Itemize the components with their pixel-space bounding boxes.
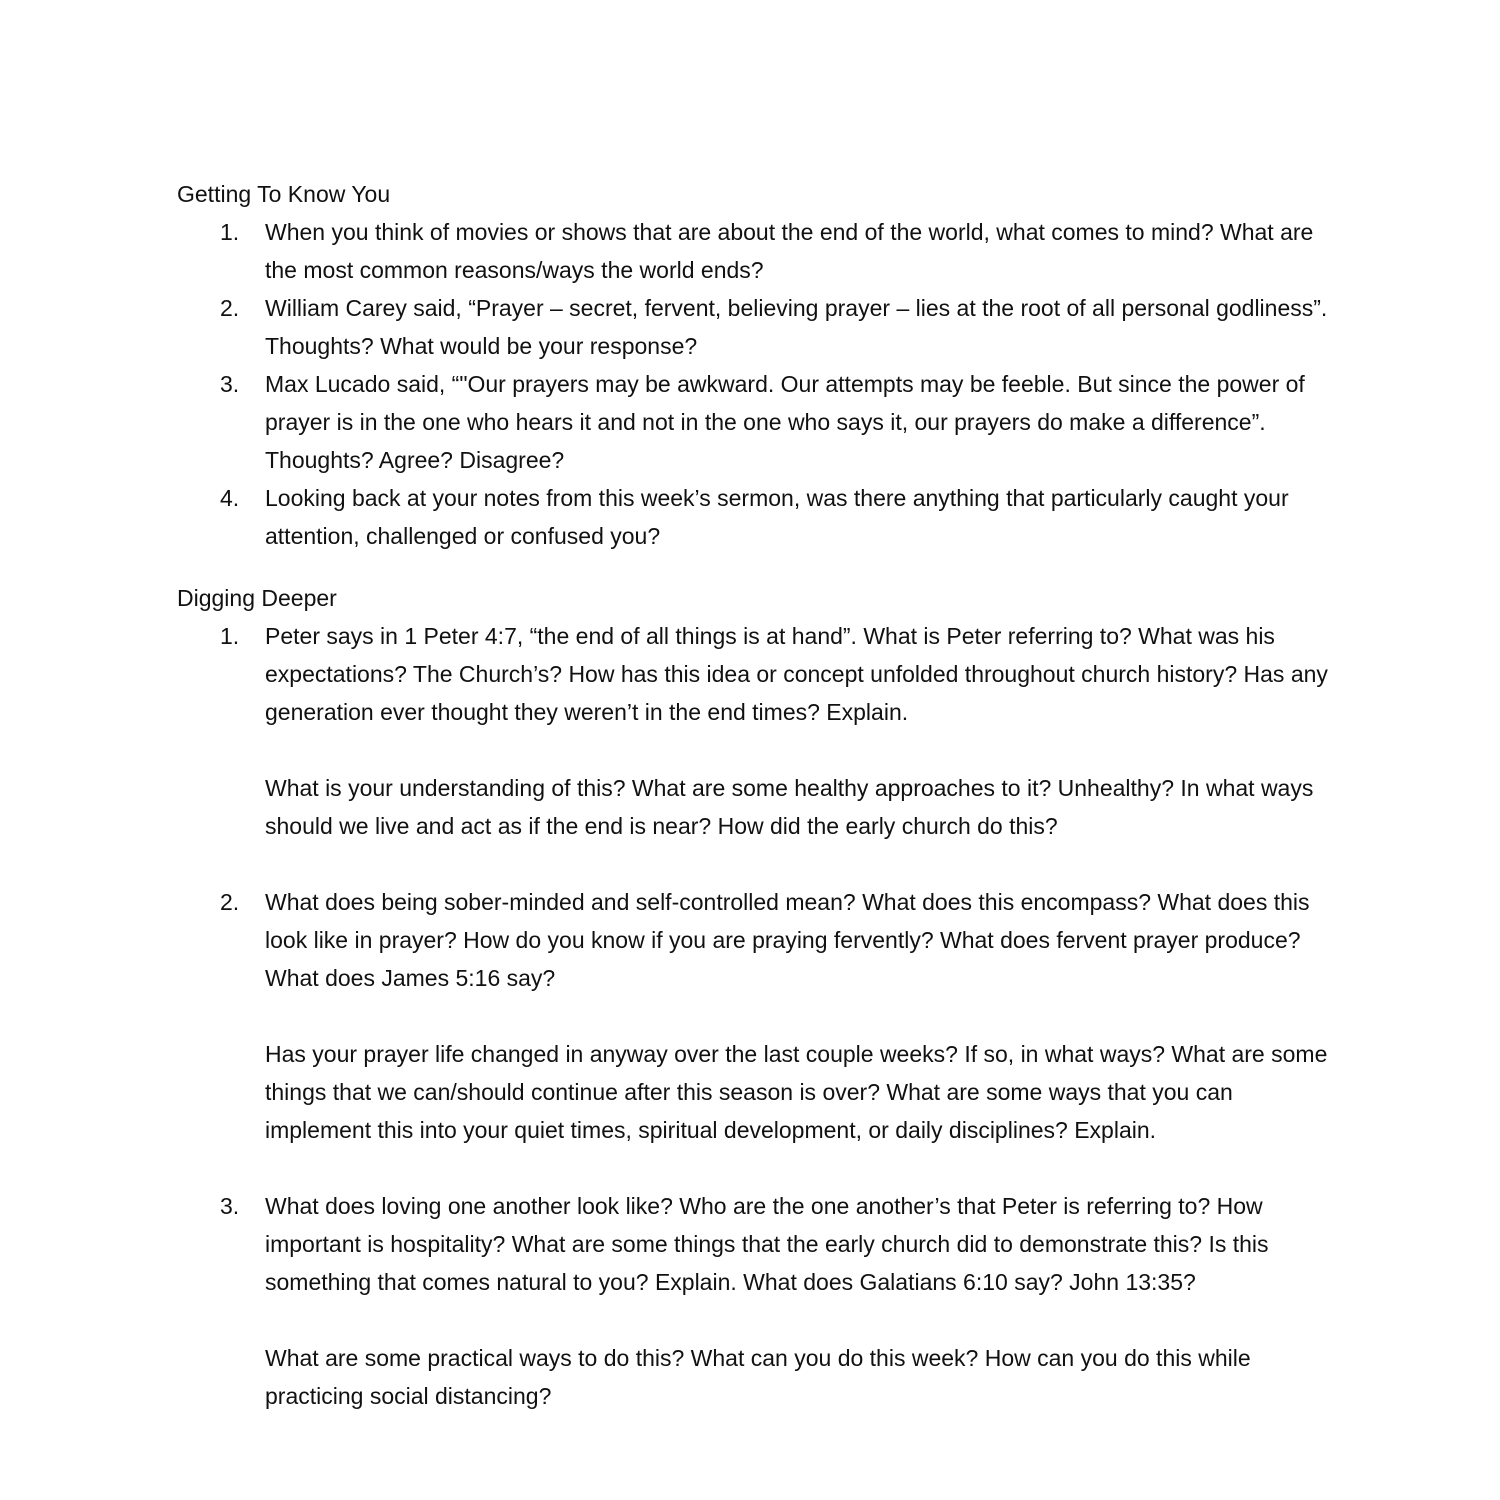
list-item xyxy=(177,1187,1337,1415)
list-item xyxy=(177,883,1337,1149)
question-list-getting-to-know-you xyxy=(177,213,1337,555)
section-heading-getting-to-know-you: Getting To Know You xyxy=(177,181,391,207)
item-text: William Carey said, “Prayer – secret, fervent, believing prayer – lies at the root of all personal godliness”. Thoughts? What would be your response? xyxy=(265,295,1328,359)
item-number: 1. xyxy=(220,623,240,649)
list-item xyxy=(177,289,1337,365)
document-body xyxy=(177,175,1337,1415)
item-text: Max Lucado said, “"Our prayers may be awkward. Our attempts may be feeble. But since the power of prayer is in the one who hears it and not in the one who says it, our prayers do make a difference”. Thoughts? Agree? Disagree? xyxy=(265,371,1305,473)
item-number: 4. xyxy=(220,485,240,511)
section-heading-digging-deeper: Digging Deeper xyxy=(177,585,337,611)
item-text-followup: What is your understanding of this? What are some healthy approaches to it? Unhealthy? In what ways should we live and act as if the end is near? How did the early church do this? xyxy=(265,775,1314,839)
item-text: What does being sober-minded and self-controlled mean? What does this encompass? What does this look like in prayer? How do you know if you are praying fervently? What does fervent prayer produce? What does James 5:16 say? xyxy=(265,889,1310,991)
item-number: 3. xyxy=(220,371,240,397)
item-number: 3. xyxy=(220,1193,240,1219)
item-text: What does loving one another look like? Who are the one another’s that Peter is referring to? How important is hospitality? What are some things that the early church did to demonstrate this? Is this something that comes natural to you? Explain. What does Galatians 6:10 say? John 13:35? xyxy=(265,1193,1269,1295)
list-item xyxy=(177,213,1337,289)
item-text-followup: What are some practical ways to do this? What can you do this week? How can you do this while practicing social distancing? xyxy=(265,1345,1251,1409)
item-number: 2. xyxy=(220,295,240,321)
item-text-followup: Has your prayer life changed in anyway over the last couple weeks? If so, in what ways? What are some things that we can/should continue after this season is over? What are some ways that you can implement this into your quiet times, spiritual development, or daily disciplines? Explain. xyxy=(265,1041,1328,1143)
list-item xyxy=(177,617,1337,845)
item-text: When you think of movies or shows that are about the end of the world, what comes to mind? What are the most common reasons/ways the world ends? xyxy=(265,219,1314,283)
item-text: Looking back at your notes from this week’s sermon, was there anything that particularly caught your attention, challenged or confused you? xyxy=(265,485,1289,549)
item-number: 1. xyxy=(220,219,240,245)
list-item xyxy=(177,479,1337,555)
item-number: 2. xyxy=(220,889,240,915)
question-list-digging-deeper xyxy=(177,617,1337,1415)
item-text: Peter says in 1 Peter 4:7, “the end of all things is at hand”. What is Peter referring to? What was his expectations? The Church’s? How has this idea or concept unfolded throughout church history? Has any generation ever thought they weren’t in the end times? Explain. xyxy=(265,623,1328,725)
list-item xyxy=(177,365,1337,479)
